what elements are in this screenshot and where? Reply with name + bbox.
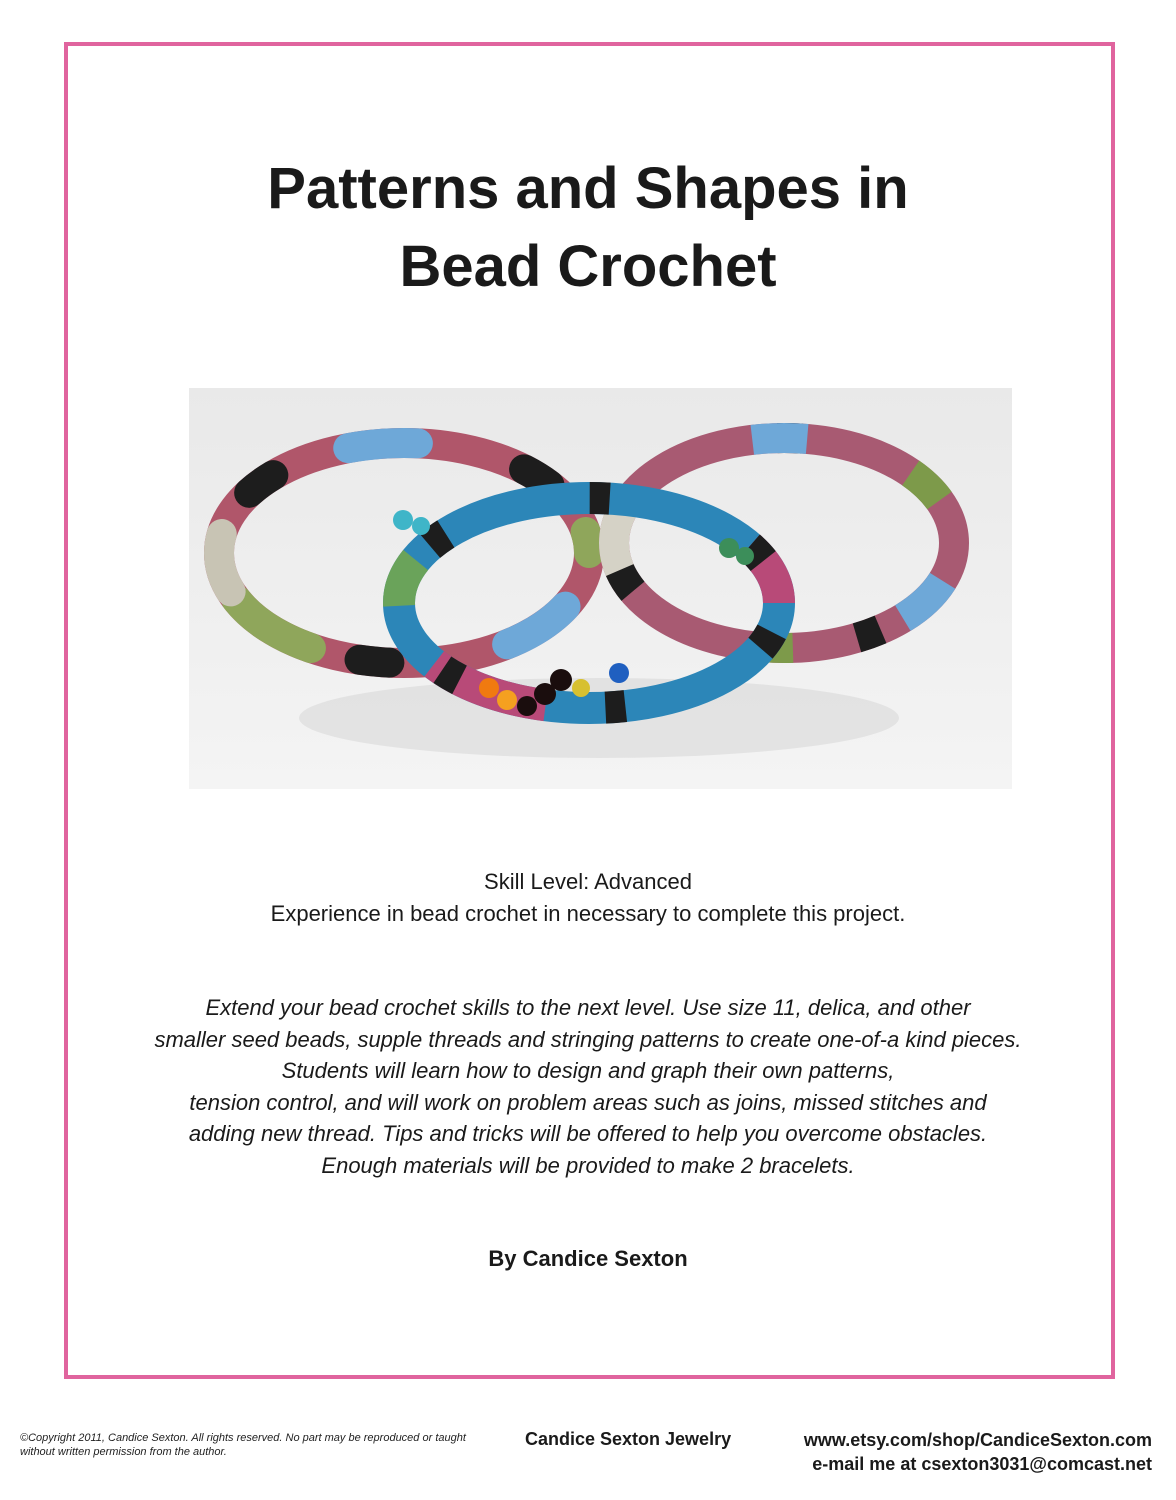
author-byline: By Candice Sexton xyxy=(488,1246,688,1271)
website-link[interactable]: www.etsy.com/shop/CandiceSexton.com xyxy=(803,1430,1152,1450)
title-line-2: Bead Crochet xyxy=(399,234,777,299)
description-line: tension control, and will work on problem areas such as joins, missed stitches and xyxy=(189,1089,987,1115)
title-line-1: Patterns and Shapes in xyxy=(267,156,909,221)
description-line: Students will learn how to design and graph their own patterns, xyxy=(281,1058,895,1083)
contact-block xyxy=(804,1428,1152,1476)
skill-block xyxy=(0,866,1176,930)
bracelets-photo xyxy=(189,388,1012,789)
description-line: Extend your bead crochet skills to the next level. Use size 11, delica, and other xyxy=(205,995,971,1020)
description-line: smaller seed beads, supple threads and stringing patterns to create one-of-a kind pieces. xyxy=(154,1026,1022,1052)
description-line: Enough materials will be provided to make 2 bracelets. xyxy=(321,1152,855,1178)
skill-level: Skill Level: Advanced xyxy=(484,869,692,894)
bracelets-illustration xyxy=(189,388,1012,789)
brand-name: Candice Sexton Jewelry xyxy=(525,1429,732,1449)
experience-note: Experience in bead crochet in necessary to complete this project. xyxy=(270,901,906,926)
document-title xyxy=(0,150,1176,306)
email-line[interactable]: e-mail me at csexton3031@comcast.net xyxy=(812,1454,1152,1474)
copyright-notice: ©Copyright 2011, Candice Sexton. All rights reserved. No part may be reproduced or taught without written permission from the author. xyxy=(20,1432,466,1458)
description xyxy=(0,992,1176,1181)
description-line: adding new thread. Tips and tricks will be offered to help you overcome obstacles. xyxy=(188,1121,988,1146)
